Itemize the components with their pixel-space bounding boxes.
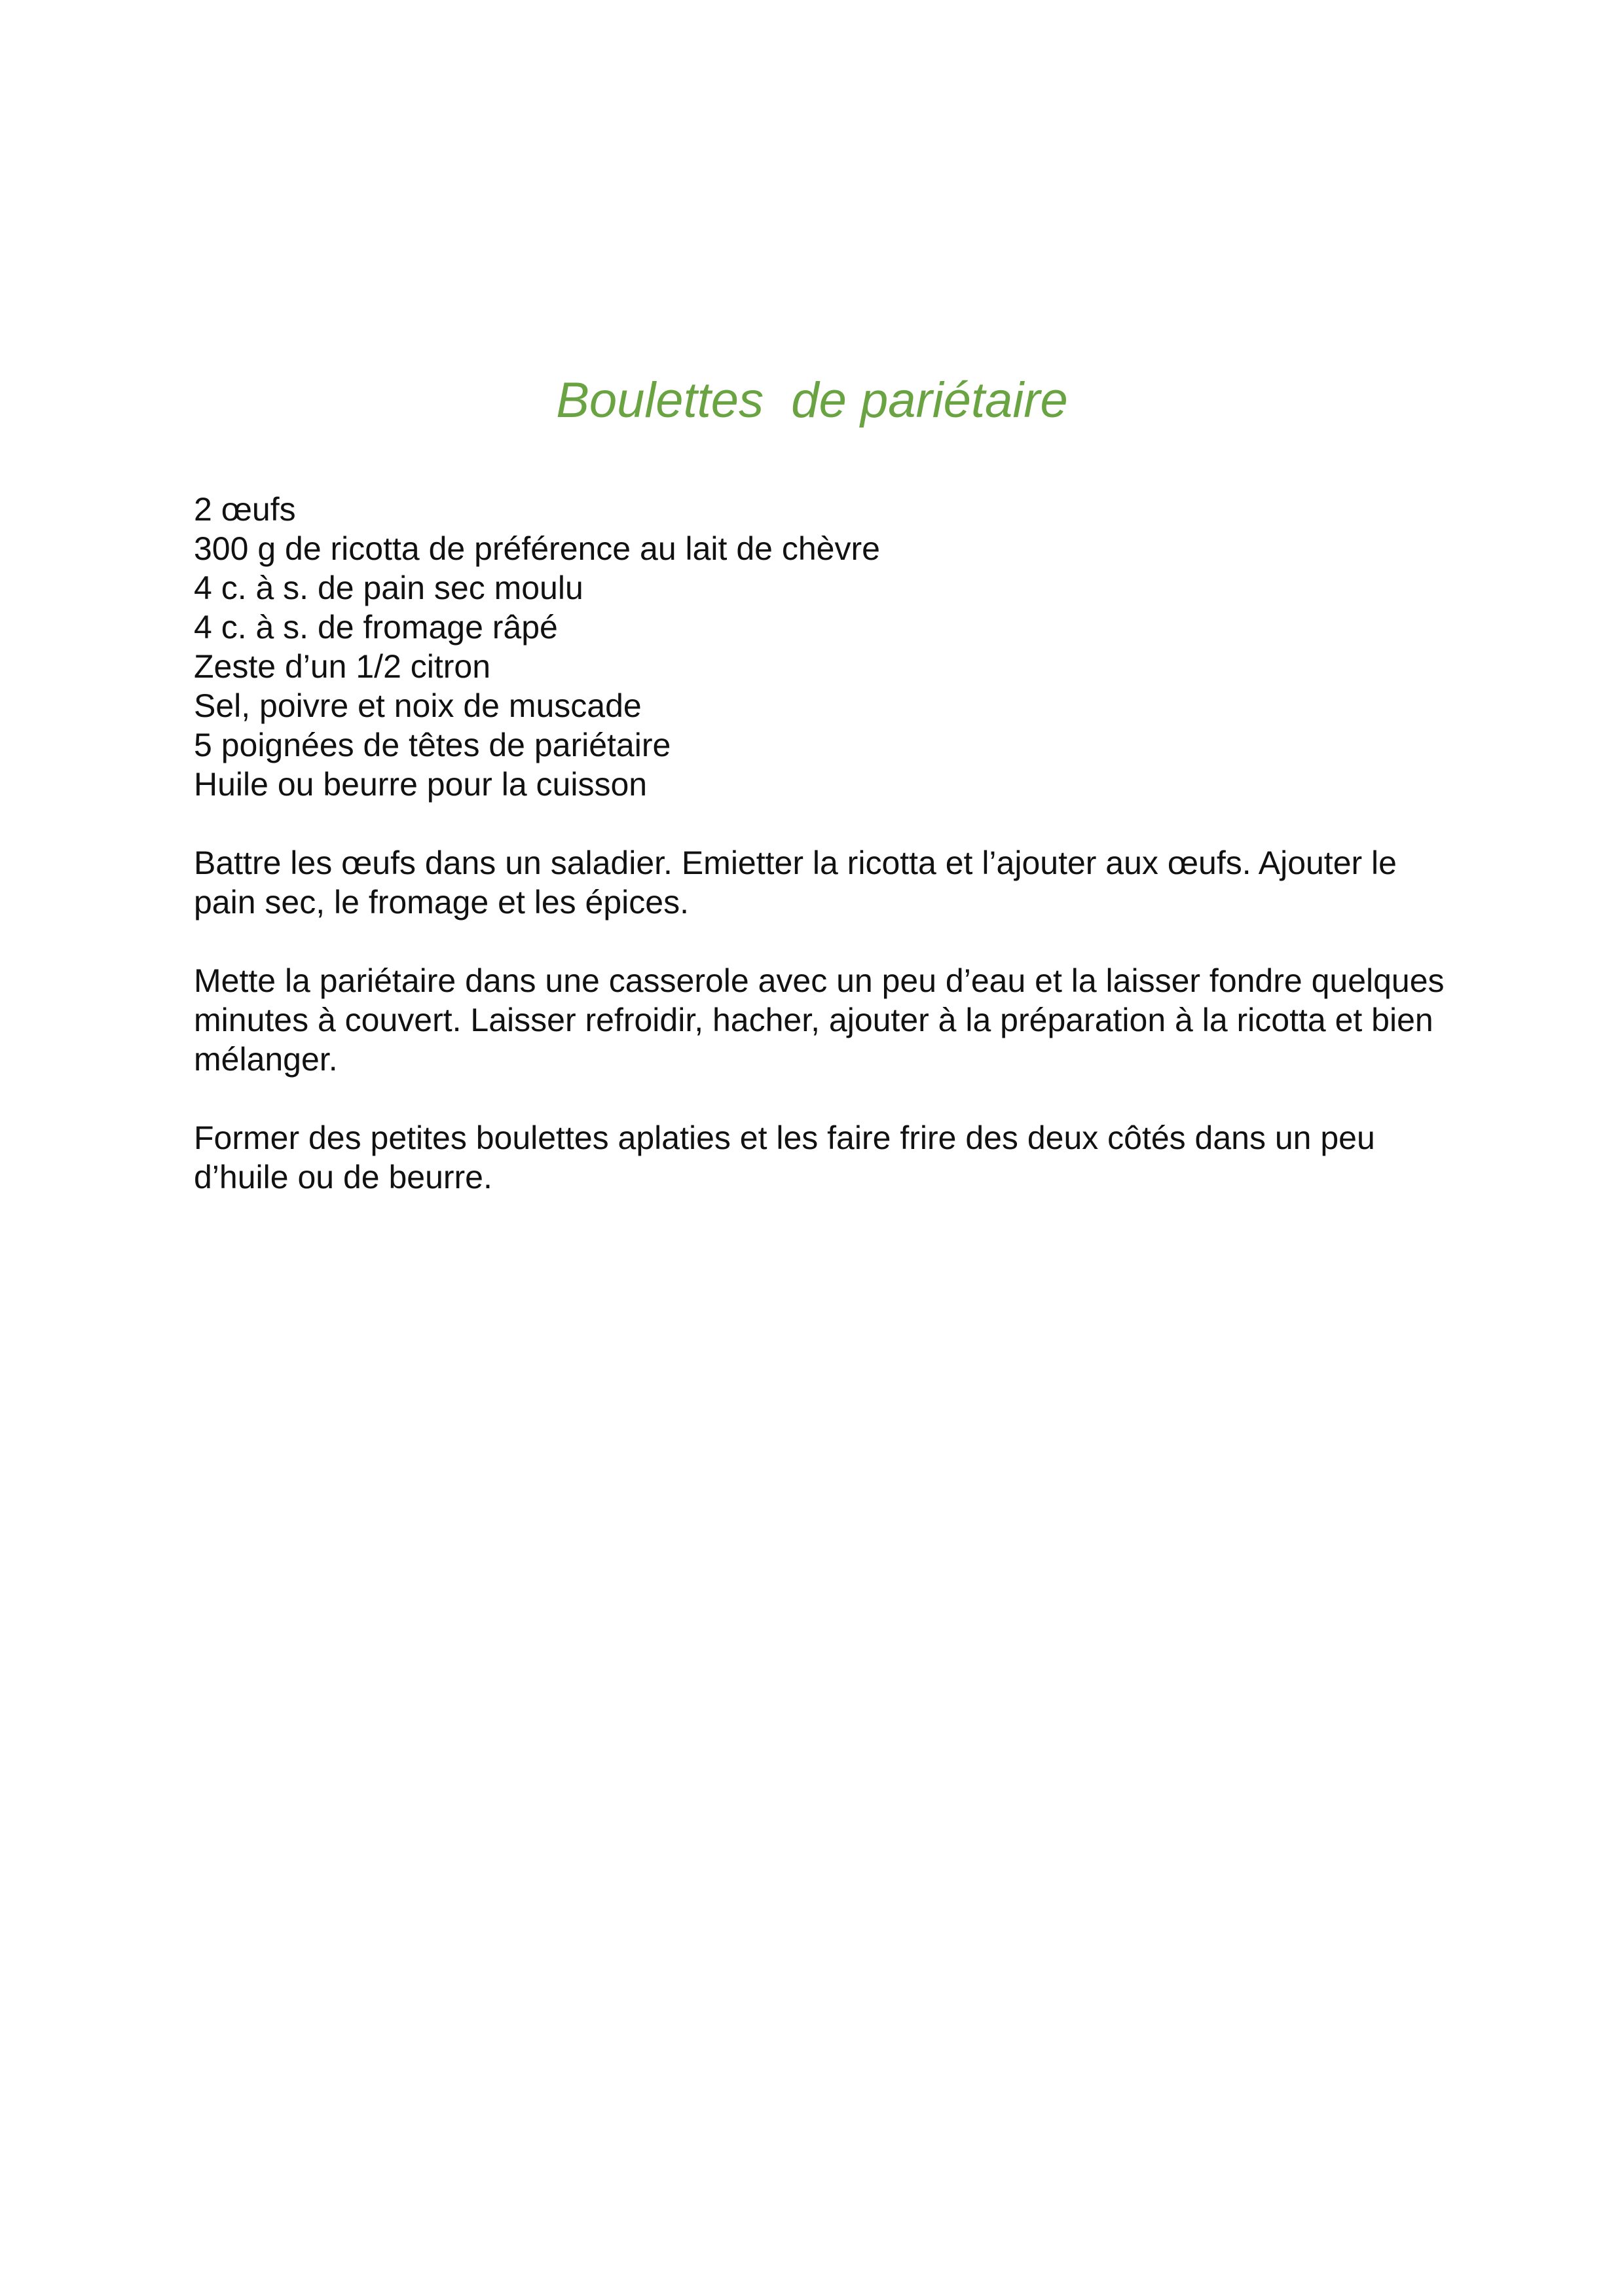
ingredient-list [194,490,1451,804]
instruction-step: Former des petites boulettes aplaties et les faire frire des deux côtés dans un peu d’huile ou de beurre. [194,1120,1375,1195]
ingredient-item: 5 poignées de têtes de pariétaire [194,727,671,763]
recipe-title: Boulettes de pariétaire [556,373,1068,428]
ingredient-item: Sel, poivre et noix de muscade [194,687,642,724]
recipe-body [194,490,1451,1197]
ingredient-item: 300 g de ricotta de préférence au lait de chèvre [194,530,880,567]
ingredient-item: 4 c. à s. de fromage râpé [194,609,558,646]
instruction-step: Mette la pariétaire dans une casserole avec un peu d’eau et la laisser fondre quelques minutes à couvert. Laisser refroidir, hacher, ajouter à la préparation à la ricotta et bien mélanger. [194,962,1445,1078]
instruction-step: Battre les œufs dans un saladier. Emietter la ricotta et l’ajouter aux œufs. Ajouter le pain sec, le fromage et les épices. [194,845,1397,920]
ingredient-item: 2 œufs [194,491,296,528]
ingredient-item: 4 c. à s. de pain sec moulu [194,570,583,606]
ingredient-item: Huile ou beurre pour la cuisson [194,766,648,803]
ingredient-item: Zeste d’un 1/2 citron [194,648,491,685]
